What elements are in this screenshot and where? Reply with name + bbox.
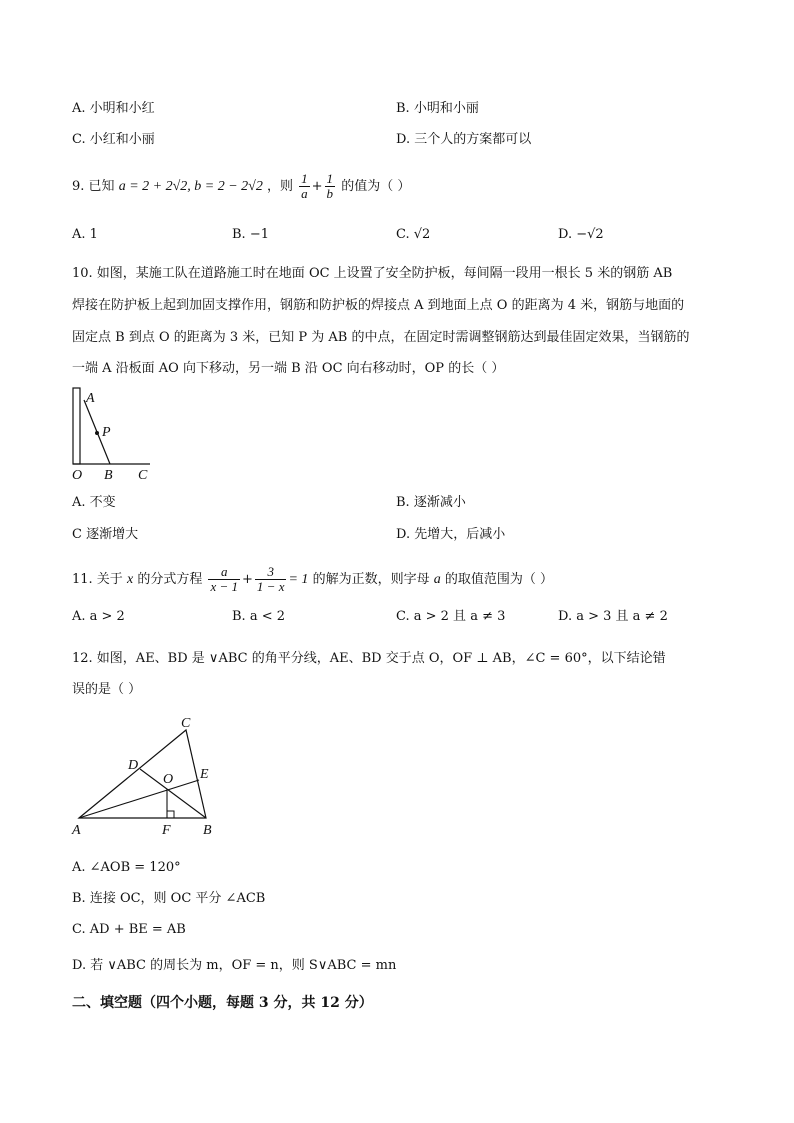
q10-label-b: B (104, 468, 113, 482)
q8-option-a: A. 小明和小红 (72, 101, 155, 116)
q10-option-c: C 逐渐增大 (72, 527, 139, 542)
q12-label-c: C (181, 716, 191, 731)
q11-mid: 的分式方程 (137, 572, 203, 587)
q11-f2-den: 1 − x (256, 579, 285, 594)
q11-f1-num: a (208, 565, 240, 580)
q10-option-d: D. 先增大，后减小 (396, 527, 506, 542)
q11-equals: = 1 (288, 572, 309, 587)
q9-f2-den: b (326, 186, 334, 201)
q11-fraction-1 (208, 565, 240, 594)
q9-option-c: C. √2 (396, 227, 431, 242)
q9-stem (72, 170, 410, 204)
q11-option-c: C. a > 2 且 a ≠ 3 (396, 609, 506, 624)
q10-label-p: P (102, 425, 111, 440)
q12-figure (66, 712, 226, 842)
q11-suffix-2: 的取值范围为（ ） (444, 572, 553, 587)
q8-option-c: C. 小红和小丽 (72, 132, 155, 147)
q10-line-3: 固定点 B 到点 O 的距离为 3 米，已知 P 为 AB 的中点，在固定时需调整钢筋达到最佳固定效果，当钢筋的 (72, 330, 690, 345)
q11-plus: + (242, 572, 253, 587)
q8-option-d: D. 三个人的方案都可以 (396, 132, 532, 147)
q12-label-e: E (200, 767, 209, 782)
q10-label-a: A (86, 391, 95, 406)
q12-option-d: D. 若 ∨ABC 的周长为 m，OF = n，则 S∨ABC = mn (72, 958, 397, 973)
q12-label-d: D (128, 758, 139, 773)
q11-f2-num: 3 (255, 565, 287, 580)
q11-option-a: A. a > 2 (72, 609, 125, 624)
q9-plus: + (311, 179, 323, 194)
q10-line-2: 焊接在防护板上起到加固支撑作用，钢筋和防护板的焊接点 A 到地面上点 O 的距离为 4 米，钢筋与地面的 (72, 298, 685, 313)
q10-line-4: 一端 A 沿板面 AO 向下移动，另一端 B 沿 OC 向右移动时，OP 的长（ ） (72, 361, 505, 376)
q12-line-1: 12. 如图，AE、BD 是 ∨ABC 的角平分线，AE、BD 交于点 O，OF ⊥ AB，∠C = 60°，以下结论错 (72, 651, 666, 666)
q9-mid: ，则 (266, 179, 293, 194)
q10-label-c: C (138, 468, 148, 482)
q12-label-f: F (162, 823, 171, 838)
q12-label-b: B (203, 823, 212, 838)
q10-option-b: B. 逐渐减小 (396, 495, 466, 510)
q11-suffix: 的解为正数，则字母 (312, 572, 430, 587)
q10-option-a: A. 不变 (72, 495, 116, 510)
q9-suffix: 的值为（ ） (341, 179, 411, 194)
q9-prefix: 9. 已知 (72, 179, 115, 194)
q12-right-angle-mark (167, 811, 174, 818)
q9-option-b: B. −1 (232, 227, 269, 242)
q11-f1-den: x − 1 (210, 579, 239, 594)
q12-label-o: O (163, 772, 174, 787)
q9-fraction-1 (299, 172, 310, 201)
q10-board (73, 388, 80, 464)
q11-stem (72, 563, 553, 597)
q11-var-a: a (433, 572, 441, 587)
q10-figure (66, 382, 166, 482)
q11-option-d: D. a > 3 且 a ≠ 2 (558, 609, 668, 624)
q9-option-d: D. −√2 (558, 227, 604, 242)
q12-option-a: A. ∠AOB = 120° (72, 860, 181, 875)
q12-option-c: C. AD + BE = AB (72, 922, 186, 937)
q9-f1-num: 1 (301, 171, 308, 186)
q11-var-x: x (126, 572, 134, 587)
q12-label-a: A (72, 823, 81, 838)
section-2-heading: 二、填空题（四个小题，每题 3 分，共 12 分） (72, 995, 373, 1011)
q12-triangle-abc (79, 730, 206, 818)
q8-option-b: B. 小明和小丽 (396, 101, 479, 116)
q9-fraction-2 (325, 172, 336, 201)
q9-condition: a = 2 + 2√2, b = 2 − 2√2 (118, 179, 263, 194)
q11-option-b: B. a < 2 (232, 609, 285, 624)
q11-fraction-2 (255, 565, 287, 594)
q12-option-b: B. 连接 OC，则 OC 平分 ∠ACB (72, 891, 266, 906)
q10-line-1: 10. 如图，某施工队在道路施工时在地面 OC 上设置了安全防护板，每间隔一段用一根长 5 米的钢筋 AB (72, 266, 673, 281)
q9-option-a: A. 1 (72, 227, 98, 242)
q9-f2-num: 1 (326, 171, 334, 186)
q10-label-o: O (72, 468, 83, 482)
q12-line-2: 误的是（ ） (72, 682, 142, 697)
q9-f1-den: a (301, 186, 308, 201)
q10-midpoint-p (95, 431, 99, 435)
q11-prefix: 11. 关于 (72, 572, 123, 587)
